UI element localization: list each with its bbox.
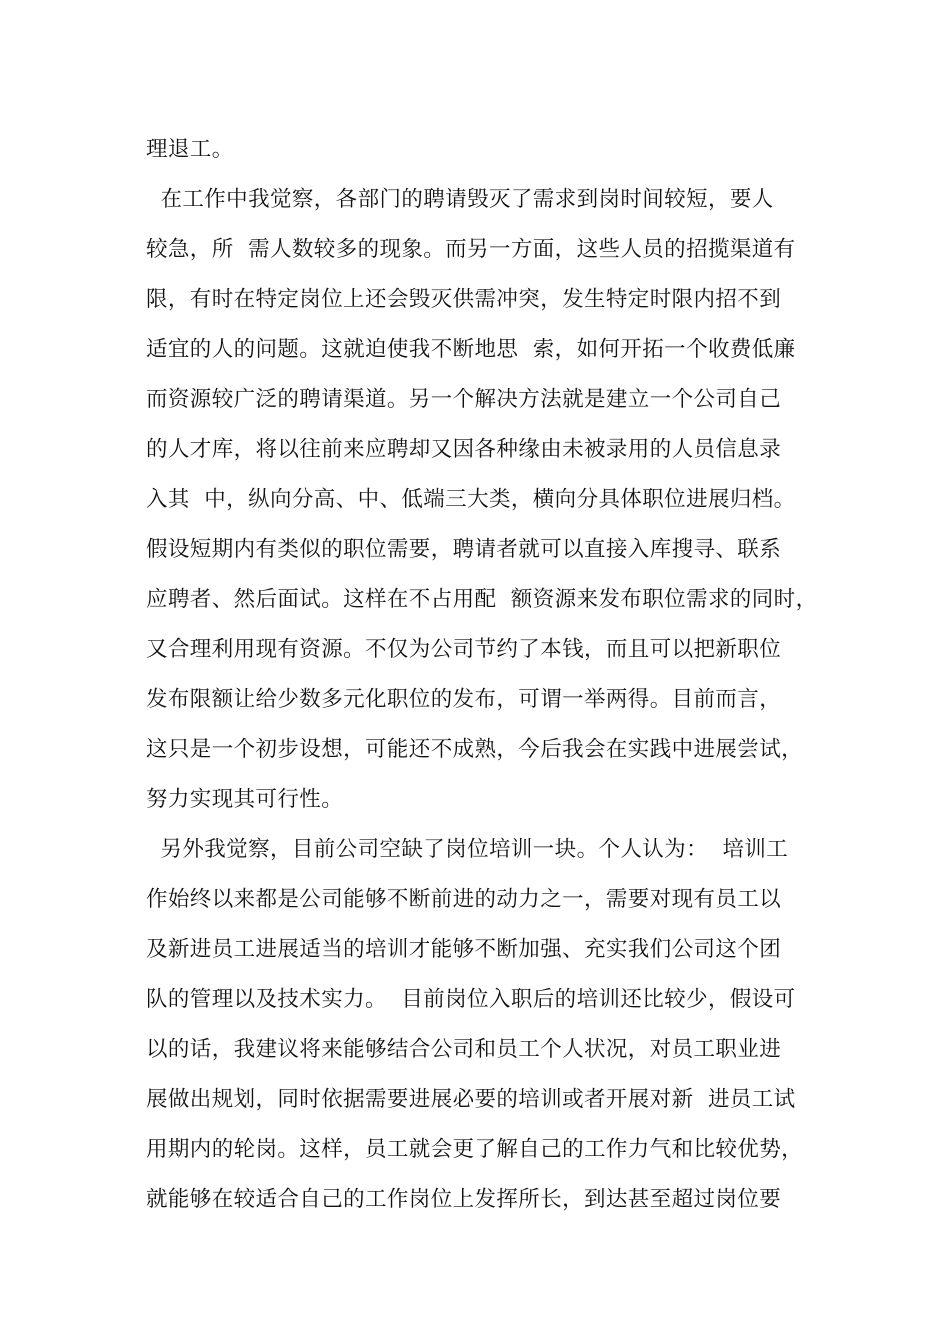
text-line: 在工作中我觉察，各部门的聘请毁灭了需求到岗时间较短，要人 <box>146 187 774 212</box>
text-line: 适宜的人的问题。这就迫使我不断地思 索，如何开拓一个收费低廉 <box>146 337 796 362</box>
text-line: 较急，所 需人数较多的现象。而另一方面，这些人员的招揽渠道有 <box>146 237 796 262</box>
text-line: 假设短期内有类似的职位需要，聘请者就可以直接入库搜寻、联系 <box>146 537 782 562</box>
text-line: 队的管理以及技术实力。 目前岗位入职后的培训还比较少，假设可 <box>146 987 796 1012</box>
text-line: 作始终以来都是公司能够不断前进的动力之一，需要对现有员工以 <box>146 887 782 912</box>
text-line: 而资源较广泛的聘请渠道。另一个解决方法就是建立一个公司自己 <box>146 387 782 412</box>
text-line: 以的话，我建议将来能够结合公司和员工个人状况，对员工职业进 <box>146 1037 782 1062</box>
text-line: 努力实现其可行性。 <box>146 787 344 812</box>
text-line: 限，有时在特定岗位上还会毁灭供需冲突，发生特定时限内招不到 <box>146 287 782 312</box>
text-line: 就能够在较适合自己的工作岗位上发挥所长，到达甚至超过岗位要 <box>146 1187 782 1212</box>
text-line: 入其 中，纵向分高、中、低端三大类，横向分具体职位进展归档。 <box>146 487 796 512</box>
text-line: 的人才库，将以往前来应聘却又因各种缘由未被录用的人员信息录 <box>146 437 782 462</box>
text-line: 另外我觉察，目前公司空缺了岗位培训一块。个人认为： 培训工 <box>146 837 789 862</box>
text-line: 展做出规划，同时依据需要进展必要的培训或者开展对新 进员工试 <box>146 1087 796 1112</box>
text-line: 又合理利用现有资源。不仅为公司节约了本钱，而且可以把新职位 <box>146 637 782 662</box>
text-line: 这只是一个初步设想，可能还不成熟，今后我会在实践中进展尝试， <box>146 737 804 762</box>
text-line: 用期内的轮岗。这样，员工就会更了解自己的工作力气和比较优势， <box>146 1137 804 1162</box>
text-line: 理退工。 <box>146 137 234 162</box>
text-line: 及新进员工进展适当的培训才能够不断加强、充实我们公司这个团 <box>146 937 782 962</box>
text-line: 应聘者、然后面试。这样在不占用配 额资源来发布职位需求的同时， <box>146 587 818 612</box>
text-line: 发布限额让给少数多元化职位的发布，可谓一举两得。目前而言， <box>146 687 782 712</box>
